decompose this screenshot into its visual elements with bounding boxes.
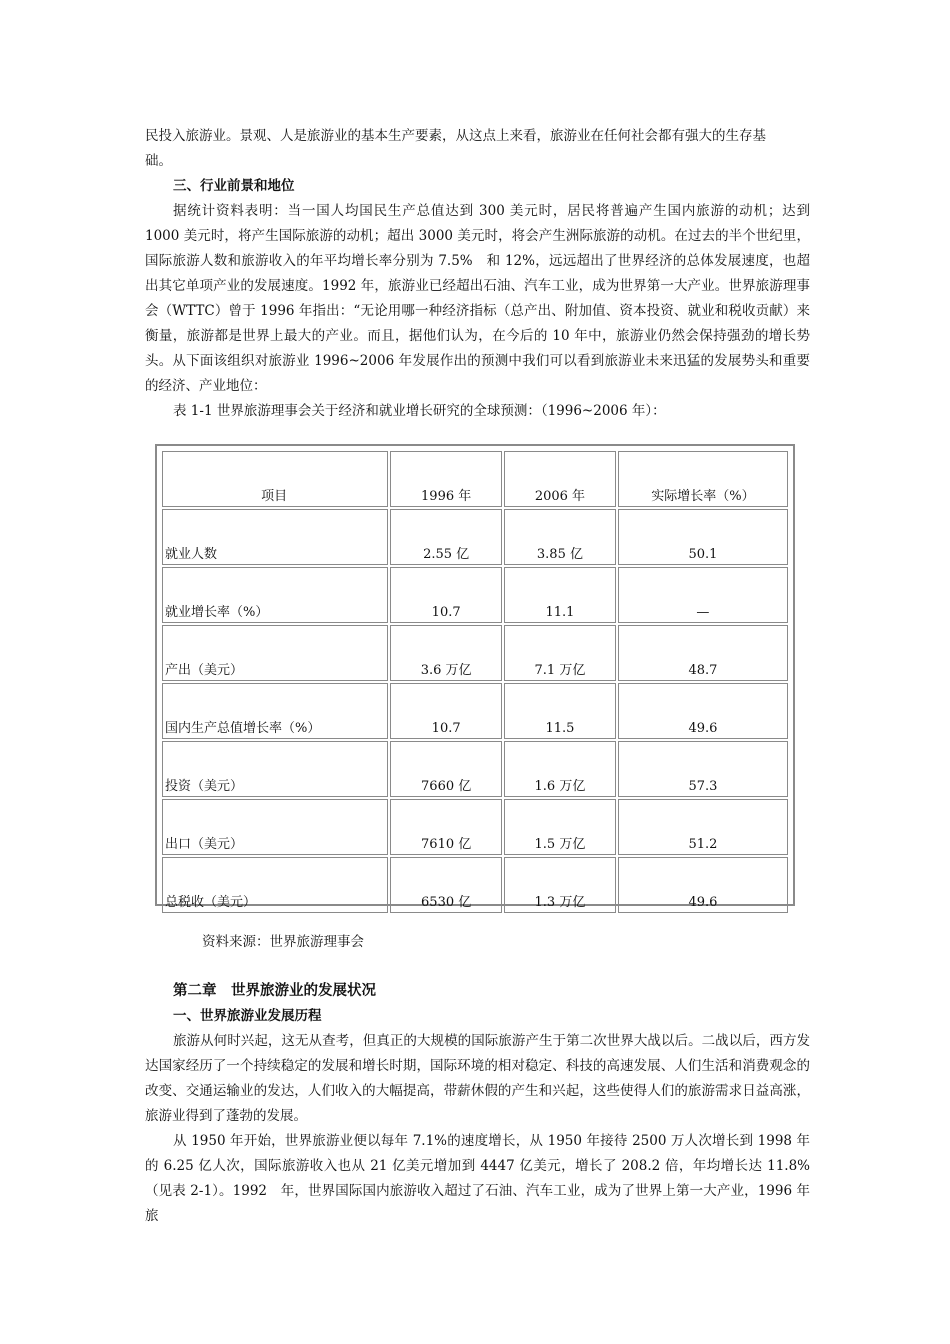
table-cell-item: 投资（美元） (162, 741, 388, 797)
table-cell-2006: 1.3 万亿 (504, 857, 616, 913)
forecast-table (160, 449, 790, 915)
table-cell-item: 国内生产总值增长率（%） (162, 683, 388, 739)
forecast-table-frame (155, 444, 795, 910)
table-cell-1996: 7660 亿 (390, 741, 502, 797)
table-cell-growth-rate: 51.2 (618, 799, 788, 855)
table-cell-growth-rate: 49.6 (618, 683, 788, 739)
table-cell-growth-rate: — (618, 567, 788, 623)
table-cell-2006: 11.1 (504, 567, 616, 623)
table-cell-1996: 7610 亿 (390, 799, 502, 855)
section-heading-history: 一、世界旅游业发展历程 (173, 1008, 322, 1024)
header-cell-growth-rate: 实际增长率（%） (618, 451, 788, 507)
table-cell-1996: 2.55 亿 (390, 509, 502, 565)
table-caption: 表 1-1 世界旅游理事会关于经济和就业增长研究的全球预测：（1996~2006 年）： (173, 403, 666, 419)
table-cell-growth-rate: 48.7 (618, 625, 788, 681)
table-cell-1996: 6530 亿 (390, 857, 502, 913)
table-row (162, 625, 788, 681)
paragraph-line: 民投入旅游业。景观、人是旅游业的基本生产要素，从这点上来看，旅游业在任何社会都有强大的生存基 (145, 128, 766, 144)
header-cell-1996: 1996 年 (390, 451, 502, 507)
table-cell-1996: 10.7 (390, 567, 502, 623)
paragraph-line: 础。 (145, 153, 172, 169)
table-row (162, 567, 788, 623)
paragraph-history: 旅游从何时兴起，这无从查考，但真正的大规模的国际旅游产生于第二次世界大战以后。二战以后，西方发达国家经历了一个持续稳定的发展和增长时期，国际环境的相对稳定、科技的高速发展、人们生活和消费观念的改变、交通运输业的发达，人们收入的大幅提高，带薪休假的产生和兴起，这些使得人们的旅游需求日益高涨，旅游业得到了蓬勃的发展。 (145, 1033, 810, 1124)
table-row (162, 509, 788, 565)
table-body (162, 451, 788, 913)
table-cell-2006: 1.6 万亿 (504, 741, 616, 797)
table-cell-2006: 3.85 亿 (504, 509, 616, 565)
table-header-row (162, 451, 788, 507)
table-cell-growth-rate: 57.3 (618, 741, 788, 797)
table-cell-item: 就业人数 (162, 509, 388, 565)
table-row (162, 683, 788, 739)
paragraph-continuation (145, 124, 810, 174)
table-cell-2006: 11.5 (504, 683, 616, 739)
section-heading-outlook: 三、行业前景和地位 (173, 178, 295, 194)
table-cell-1996: 10.7 (390, 683, 502, 739)
table-cell-item: 总税收（美元） (162, 857, 388, 913)
chapter-title: 第二章 世界旅游业的发展状况 (173, 983, 376, 999)
table-row (162, 857, 788, 913)
table-cell-2006: 7.1 万亿 (504, 625, 616, 681)
header-cell-2006: 2006 年 (504, 451, 616, 507)
table-row (162, 741, 788, 797)
table-cell-growth-rate: 49.6 (618, 857, 788, 913)
table-cell-item: 出口（美元） (162, 799, 388, 855)
paragraph-statistics: 据统计资料表明：当一国人均国民生产总值达到 300 美元时，居民将普遍产生国内旅游的动机；达到 1000 美元时，将产生国际旅游的动机；超出 3000 美元时，将会产生洲际旅游的动机。在过去的半个世纪里，国际旅游人数和旅游收入的年平均增长率分别为 7.5% 和 12%，远远超出了世界经济的总体发展速度，也超出其它单项产业的发展速度。1992 年，旅游业已经超出石油、汽车工业，成为世界第一大产业。世界旅游理事会（WTTC）曾于 1996 年指出：“无论用哪一种经济指标（总产出、附加值、资本投资、就业和税收贡献）来衡量，旅游都是世界上最大的产业。而且，据他们认为，在今后的 10 年中，旅游业仍然会保持强劲的增长势头。从下面该组织对旅游业 1996~2006 年发展作出的预测中我们可以看到旅游业未来迅猛的发展势头和重要的经济、产业地位： (145, 203, 810, 394)
table-cell-item: 产出（美元） (162, 625, 388, 681)
table-cell-1996: 3.6 万亿 (390, 625, 502, 681)
table-row (162, 799, 788, 855)
table-cell-growth-rate: 50.1 (618, 509, 788, 565)
table-cell-2006: 1.5 万亿 (504, 799, 616, 855)
paragraph-growth: 从 1950 年开始，世界旅游业便以每年 7.1%的速度增长，从 1950 年接待 2500 万人次增长到 1998 年的 6.25 亿人次，国际旅游收入也从 21 亿美元增加到 4447 亿美元，增长了 208.2 倍，年均增长达 11.8%（见表 2-1）。1992 年，世界国际国内旅游收入超过了石油、汽车工业，成为了世界上第一大产业，1996 年旅 (145, 1133, 810, 1224)
table-source-note: 资料来源：世界旅游理事会 (202, 934, 364, 950)
header-cell-item: 项目 (162, 451, 388, 507)
table-cell-item: 就业增长率（%） (162, 567, 388, 623)
